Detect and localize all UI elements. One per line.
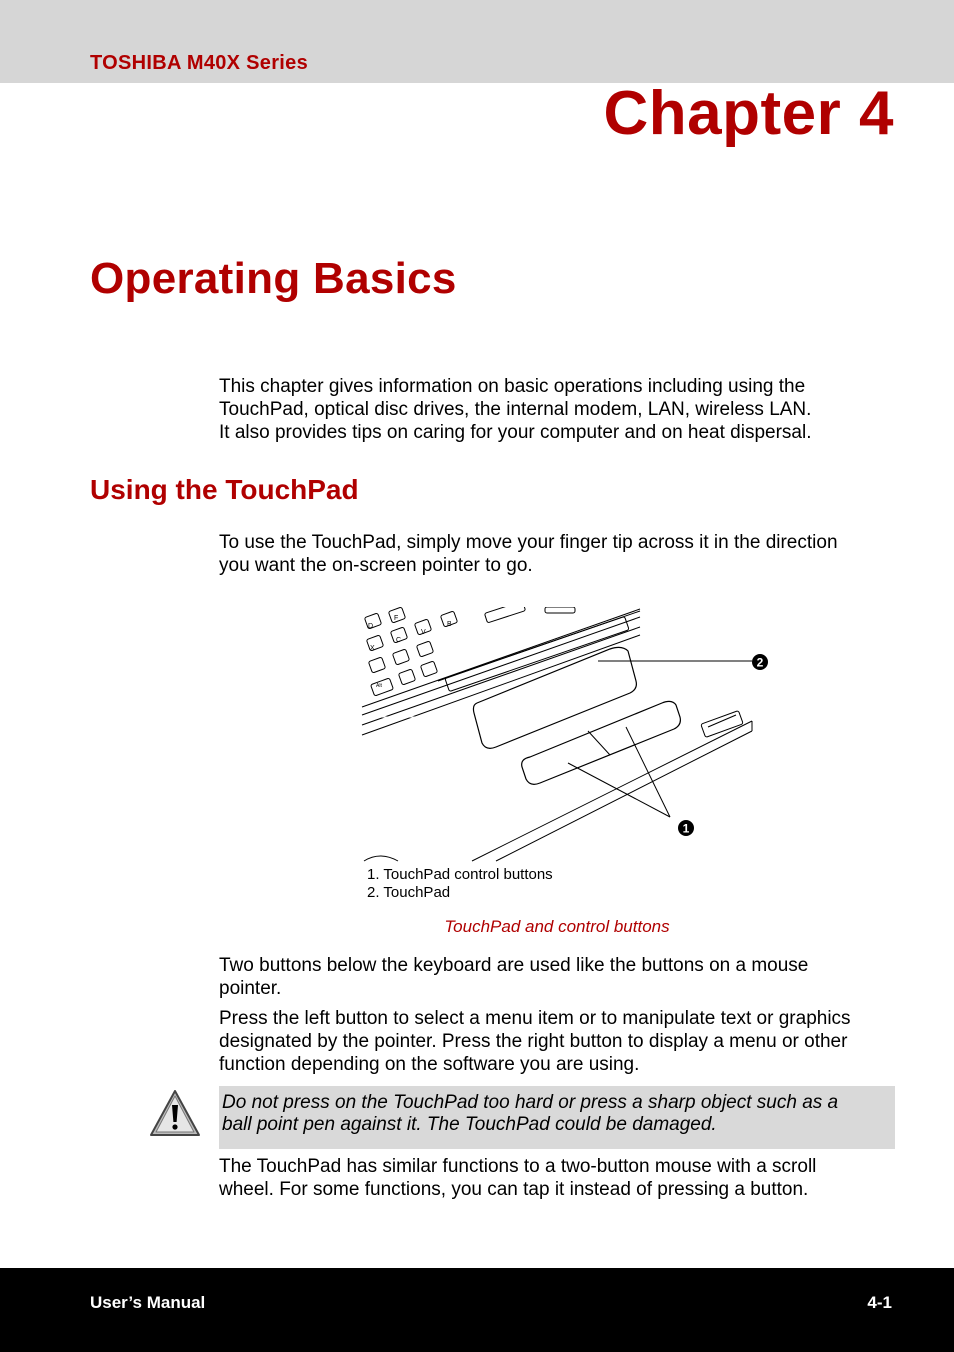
key-label: F xyxy=(394,615,399,622)
intro-line: This chapter gives information on basic operations including using the xyxy=(219,376,806,397)
figure-caption: TouchPad and control buttons xyxy=(444,917,670,936)
series-title: TOSHIBA M40X Series xyxy=(90,52,309,74)
key-label: Alt xyxy=(376,683,382,689)
section-heading: Using the TouchPad xyxy=(90,474,359,505)
key-label: D xyxy=(368,623,374,630)
key-label: B xyxy=(447,621,452,628)
callout-2: 2 xyxy=(756,655,764,670)
touchpad-illustration xyxy=(360,607,780,863)
body-paragraph-3 xyxy=(219,1155,899,1201)
legend-item: 1. TouchPad control buttons xyxy=(367,866,553,883)
callout-1: 1 xyxy=(682,821,690,836)
key-label: C xyxy=(396,637,402,644)
warning-note xyxy=(219,1086,895,1149)
intro-paragraph xyxy=(219,375,899,444)
lead-line: To use the TouchPad, simply move your finger tip across it in the direction xyxy=(219,532,838,553)
page-title: Operating Basics xyxy=(90,254,457,303)
body-line: designated by the pointer. Press the right button to display a menu or other xyxy=(219,1031,848,1052)
key-label: V xyxy=(421,629,426,636)
body-line: Press the left button to select a menu item or to manipulate text or graphics xyxy=(219,1008,851,1029)
warning-triangle-icon xyxy=(148,1088,202,1140)
callout-1-badge xyxy=(678,820,694,836)
footer-page-number: 4-1 xyxy=(867,1293,892,1312)
body-line: pointer. xyxy=(219,978,282,999)
body-line: The TouchPad has similar functions to a two-button mouse with a scroll xyxy=(219,1156,817,1177)
figure-legend xyxy=(367,866,553,902)
footer-manual-title: User’s Manual xyxy=(90,1293,206,1312)
body-line: Two buttons below the keyboard are used like the buttons on a mouse xyxy=(219,955,809,976)
warning-line: ball point pen against it. The TouchPad could be damaged. xyxy=(222,1114,717,1135)
warning-line: Do not press on the TouchPad too hard or press a sharp object such as a xyxy=(222,1092,839,1113)
body-line: function depending on the software you are using. xyxy=(219,1054,640,1075)
key-label: X xyxy=(370,645,375,652)
callout-2-badge xyxy=(752,654,768,670)
lead-line: you want the on-screen pointer to go. xyxy=(219,555,533,576)
body-line: wheel. For some functions, you can tap it instead of pressing a button. xyxy=(219,1179,809,1200)
legend-item: 2. TouchPad xyxy=(367,884,451,901)
intro-line: TouchPad, optical disc drives, the internal modem, LAN, wireless LAN. xyxy=(219,399,812,420)
body-paragraph-1 xyxy=(219,954,899,1000)
chapter-title: Chapter 4 xyxy=(603,79,894,148)
body-paragraph-2 xyxy=(219,1007,899,1076)
intro-line: It also provides tips on caring for your computer and on heat dispersal. xyxy=(219,422,812,443)
lead-paragraph xyxy=(219,531,899,577)
